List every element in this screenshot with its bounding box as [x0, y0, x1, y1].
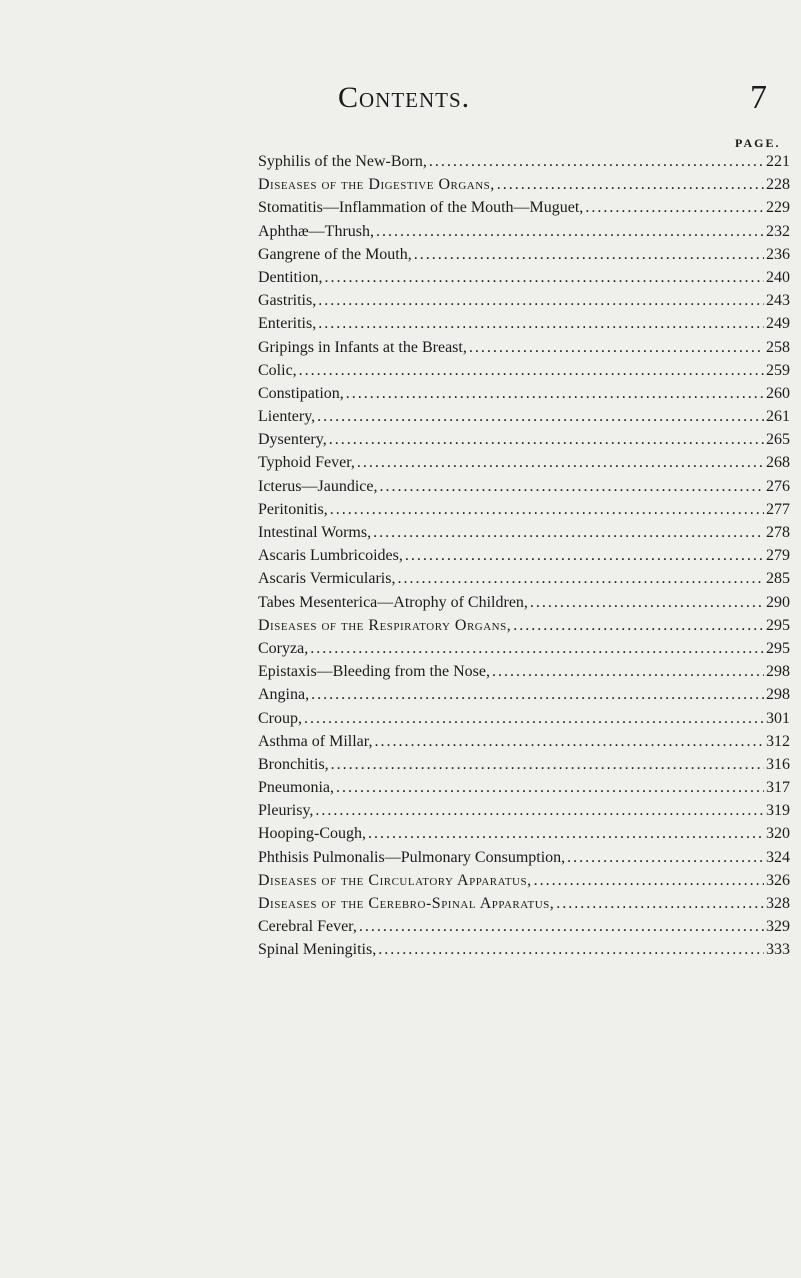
toc-entry	[258, 567, 790, 590]
dot-leader	[534, 869, 764, 892]
toc-entry	[258, 428, 790, 451]
toc-entry-title: Hooping-Cough,	[258, 825, 366, 843]
toc-page-number: 320	[766, 825, 790, 843]
toc-entry-title: Peritonitis,	[258, 500, 328, 518]
toc-entry	[258, 707, 790, 730]
dot-leader	[397, 567, 764, 590]
toc-entry-title: Intestinal Worms,	[258, 524, 372, 541]
toc-entry-title: Ascaris Vermicularis,	[258, 570, 396, 588]
toc-entry	[258, 220, 790, 243]
dot-leader	[311, 683, 764, 706]
toc-entry-title: Croup,	[258, 709, 302, 727]
toc-entry	[258, 150, 790, 173]
toc-page-number: 221	[766, 153, 790, 170]
toc-page-number: 279	[766, 547, 790, 565]
dot-leader	[376, 220, 764, 243]
toc-page-number: 333	[766, 941, 790, 959]
toc-entry-title: Spinal Meningitis,	[258, 941, 377, 959]
toc-page-number: 265	[766, 431, 790, 449]
dot-leader	[304, 707, 764, 730]
toc-entry-title: Ascaris Lumbricoides,	[258, 547, 403, 565]
toc-page-number: 312	[766, 732, 790, 750]
dot-leader	[315, 799, 764, 822]
dot-leader	[329, 428, 764, 451]
toc-entry	[258, 382, 790, 405]
toc-entry-title: Pneumonia,	[258, 779, 334, 797]
toc-entry-title: Tabes Mesenterica—Atrophy of Children,	[258, 593, 528, 611]
toc-page-number: 317	[766, 779, 790, 797]
toc-entry-title: Stomatitis—Inflammation of the Mouth—Muguet,	[258, 199, 584, 217]
dot-leader	[330, 498, 764, 521]
toc-entry	[258, 730, 790, 753]
toc-page-number: 258	[766, 338, 790, 356]
toc-page-number: 236	[766, 245, 790, 263]
toc-entry-title: Constipation,	[258, 384, 344, 402]
toc-entry	[258, 614, 790, 637]
toc-entry-title: Pleurisy,	[258, 802, 314, 820]
page-header	[0, 80, 801, 120]
toc-page-number: 268	[766, 454, 790, 472]
dot-leader	[346, 382, 764, 405]
dot-leader	[318, 312, 764, 335]
toc-entry	[258, 776, 790, 799]
toc-entry-title: Gripings in Infants at the Breast,	[258, 338, 467, 356]
toc-page-number: 276	[766, 477, 790, 495]
toc-entry-title: Enteritis,	[258, 315, 317, 333]
toc-entry-title: Dysentery,	[258, 431, 327, 449]
toc-entry	[258, 938, 790, 961]
toc-entry	[258, 336, 790, 359]
dot-leader	[567, 846, 764, 869]
toc-entry	[258, 243, 790, 266]
dot-leader	[414, 243, 764, 266]
toc-entry-title: Asthma of Millar,	[258, 732, 373, 750]
toc-entry-title: Angina,	[258, 686, 310, 704]
toc-page-number: 259	[766, 361, 790, 379]
dot-leader	[317, 405, 764, 428]
toc-entry-title: Gastritis,	[258, 292, 317, 310]
dot-leader	[497, 173, 764, 196]
toc-entry	[258, 312, 790, 335]
dot-leader	[331, 753, 764, 776]
table-of-contents	[258, 150, 790, 962]
toc-entry	[258, 544, 790, 567]
toc-page-number: 240	[766, 268, 790, 286]
dot-leader	[359, 915, 764, 938]
toc-entry	[258, 359, 790, 382]
toc-section-title: Diseases of the Respiratory Organs,	[258, 616, 512, 634]
toc-page-number: 278	[766, 524, 790, 541]
toc-entry	[258, 475, 790, 498]
dot-leader	[324, 266, 764, 289]
dot-leader	[336, 776, 764, 799]
toc-page-number: 329	[766, 918, 790, 936]
toc-page-number: 326	[766, 871, 790, 889]
toc-entry-title: Aphthæ—Thrush,	[258, 222, 374, 240]
dot-leader	[429, 150, 764, 173]
toc-page-number: 285	[766, 570, 790, 588]
toc-section-title: Diseases of the Cerebro-Spinal Apparatus,	[258, 895, 555, 912]
toc-entry	[258, 892, 790, 915]
toc-entry	[258, 753, 790, 776]
dot-leader	[405, 544, 764, 567]
toc-entry-title: Gangrene of the Mouth,	[258, 245, 412, 263]
toc-entry	[258, 846, 790, 869]
toc-entry-title: Lientery,	[258, 408, 316, 426]
dot-leader	[374, 730, 764, 753]
toc-entry	[258, 637, 790, 660]
toc-page-number: 243	[766, 292, 790, 310]
toc-page-number: 232	[766, 222, 790, 240]
toc-entry-title: Bronchitis,	[258, 755, 329, 773]
dot-leader	[299, 359, 764, 382]
toc-entry	[258, 498, 790, 521]
toc-page-number: 301	[766, 709, 790, 727]
toc-page-number: 298	[766, 686, 790, 704]
toc-entry	[258, 405, 790, 428]
toc-entry-title: Epistaxis—Bleeding from the Nose,	[258, 663, 490, 681]
dot-leader	[585, 196, 764, 219]
dot-leader	[513, 614, 764, 637]
toc-page-number: 295	[766, 616, 790, 634]
toc-entry	[258, 869, 790, 892]
toc-page-number: 261	[766, 408, 790, 426]
dot-leader	[310, 637, 764, 660]
toc-entry	[258, 660, 790, 683]
toc-page-number: 295	[766, 639, 790, 657]
dot-leader	[368, 822, 764, 845]
toc-page-number: 277	[766, 500, 790, 518]
toc-page-number: 228	[766, 176, 790, 194]
toc-page-number: 298	[766, 663, 790, 681]
toc-entry	[258, 173, 790, 196]
dot-leader	[380, 475, 764, 498]
dot-leader	[469, 336, 764, 359]
page-title: Contents.	[338, 81, 471, 114]
toc-entry-title: Syphilis of the New-Born,	[258, 153, 427, 170]
toc-entry	[258, 289, 790, 312]
toc-page-number: 229	[766, 199, 790, 217]
toc-entry-title: Phthisis Pulmonalis—Pulmonary Consumption,	[258, 848, 566, 866]
dot-leader	[530, 591, 764, 614]
toc-entry	[258, 683, 790, 706]
page-column-label: PAGE.	[735, 136, 781, 150]
dot-leader	[556, 892, 764, 915]
dot-leader	[492, 660, 764, 683]
toc-entry-title: Cerebral Fever,	[258, 918, 357, 936]
toc-page-number: 260	[766, 384, 790, 402]
toc-page-number: 324	[766, 848, 790, 866]
toc-entry-title: Dentition,	[258, 268, 323, 286]
toc-section-title: Diseases of the Circulatory Apparatus,	[258, 871, 532, 889]
toc-entry-title: Typhoid Fever,	[258, 454, 355, 472]
dot-leader	[357, 451, 764, 474]
toc-entry	[258, 591, 790, 614]
toc-entry	[258, 799, 790, 822]
page-number: 7	[750, 79, 767, 116]
toc-section-title: Diseases of the Digestive Organs,	[258, 176, 495, 194]
toc-entry	[258, 266, 790, 289]
toc-entry	[258, 521, 790, 544]
toc-entry	[258, 451, 790, 474]
dot-leader	[378, 938, 764, 961]
toc-entry-title: Colic,	[258, 361, 297, 379]
toc-page-number: 316	[766, 755, 790, 773]
toc-page-number: 290	[766, 593, 790, 611]
toc-page-number: 319	[766, 802, 790, 820]
toc-entry-title: Icterus—Jaundice,	[258, 477, 378, 495]
toc-entry	[258, 822, 790, 845]
toc-page-number: 249	[766, 315, 790, 333]
dot-leader	[318, 289, 764, 312]
toc-entry-title: Coryza,	[258, 639, 309, 657]
toc-page-number: 328	[766, 895, 790, 912]
dot-leader	[373, 521, 764, 544]
toc-entry	[258, 915, 790, 938]
toc-entry	[258, 196, 790, 219]
